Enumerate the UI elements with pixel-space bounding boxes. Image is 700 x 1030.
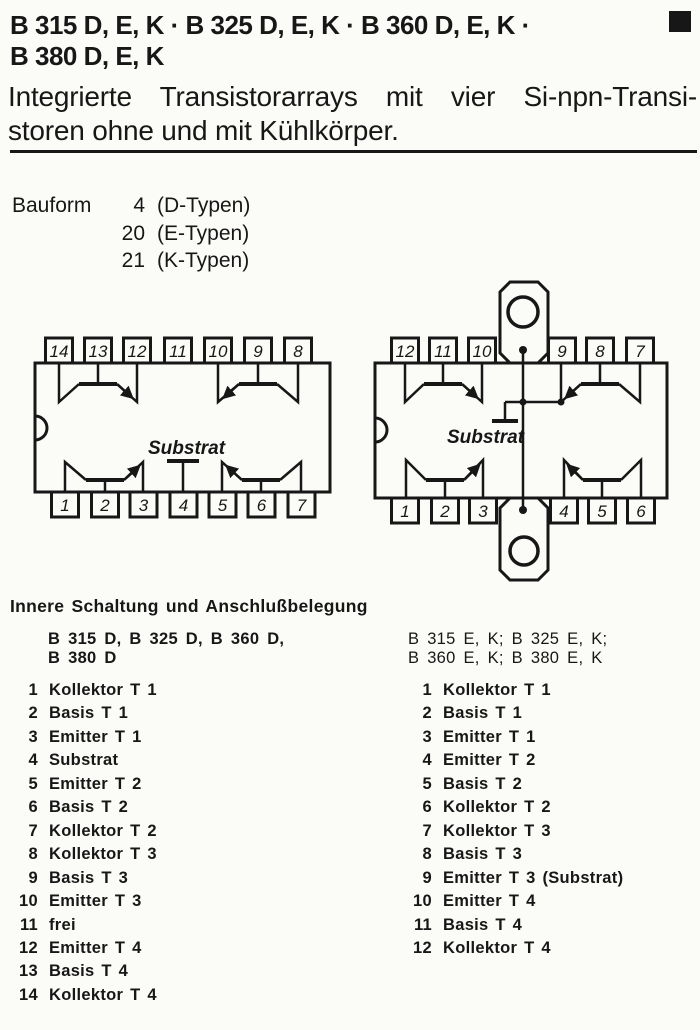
pin-no: 9 xyxy=(28,868,38,887)
pin-number: 3 xyxy=(478,502,488,521)
pin-function: Kollektor T 3 xyxy=(443,821,551,840)
pin-row xyxy=(398,679,623,702)
heatsink-pin-numbers xyxy=(396,342,647,521)
pin-number: 8 xyxy=(293,342,303,361)
pin-function: Kollektor T 4 xyxy=(443,938,551,957)
index-notch xyxy=(375,418,387,442)
pinout-right-subtitle-line1: B 315 E, K; B 325 E, K; xyxy=(408,630,608,648)
pin-function: Emitter T 2 xyxy=(49,774,142,793)
bauform-block xyxy=(12,192,250,275)
pin-function: Basis T 2 xyxy=(49,798,129,817)
pin-function: Emitter T 2 xyxy=(443,751,536,770)
substrat-label: Substrat xyxy=(148,438,226,459)
pin-function: Basis T 2 xyxy=(443,774,523,793)
transistor-t2-symbol xyxy=(564,460,641,498)
pin-no: 3 xyxy=(28,727,38,746)
pin-number: 1 xyxy=(60,496,70,515)
pin-no: 4 xyxy=(28,751,38,770)
pin-no: 1 xyxy=(422,681,432,699)
pin-no: 6 xyxy=(422,798,432,817)
pin-row xyxy=(398,843,623,866)
pin-row xyxy=(398,820,623,843)
pin-number: 12 xyxy=(127,342,147,361)
transistor-t3-symbol xyxy=(561,363,640,402)
pin-function: Emitter T 3 (Substrat) xyxy=(443,868,624,887)
pin-no: 4 xyxy=(422,751,432,770)
pin-row xyxy=(398,726,623,749)
pin-function: Substrat xyxy=(49,751,119,770)
pinout-right-subtitle-line2: B 360 E, K; B 380 E, K xyxy=(408,648,603,667)
pin-row xyxy=(10,726,157,749)
pin-number: 10 xyxy=(472,342,492,361)
page-subtitle xyxy=(8,80,697,147)
pin-number: 4 xyxy=(559,502,569,521)
transistor-t4-symbol xyxy=(405,363,482,402)
pinout-right-subtitle xyxy=(408,630,607,667)
pin-row xyxy=(398,702,623,725)
pin-number: 14 xyxy=(49,342,69,361)
corner-square-icon xyxy=(669,11,691,32)
pin-no: 1 xyxy=(28,681,38,699)
transistor-t1-symbol xyxy=(65,462,143,492)
pin-row xyxy=(398,890,623,913)
pin-row xyxy=(398,796,623,819)
pinout-list-ek-types xyxy=(398,679,623,960)
substrat-label: Substrat xyxy=(447,427,525,448)
pinout-left-subtitle xyxy=(48,630,284,667)
pin-number: 2 xyxy=(100,496,110,515)
pin-no: 10 xyxy=(19,892,38,911)
pin-row xyxy=(10,843,157,866)
bauform-type: (E-Typen) xyxy=(157,221,250,245)
pin-number: 5 xyxy=(217,496,228,515)
pin-number: 1 xyxy=(400,502,410,521)
bauform-row xyxy=(12,220,250,248)
title-line-1: B 315 D, E, K · B 325 D, E, K · B 360 D, E, K · xyxy=(10,10,530,40)
transistor-t2-symbol xyxy=(222,462,301,492)
pin-no: 11 xyxy=(19,915,38,934)
pinout-left-subtitle-line2: B 380 D xyxy=(48,648,117,667)
pin-function: frei xyxy=(49,915,76,934)
pin-no: 11 xyxy=(413,915,432,934)
pin-function: Basis T 3 xyxy=(49,868,129,887)
horizontal-rule xyxy=(10,150,697,153)
pin-row xyxy=(10,702,157,725)
bauform-number: 20 xyxy=(121,221,145,245)
index-notch xyxy=(35,416,47,440)
pin-function: Kollektor T 1 xyxy=(443,681,551,699)
pin-function: Emitter T 1 xyxy=(49,727,142,746)
pin-function: Emitter T 4 xyxy=(443,892,536,911)
pin-row xyxy=(10,937,157,960)
pin-no: 5 xyxy=(422,774,432,793)
pin-number: 7 xyxy=(296,496,307,515)
pin-function: Basis T 3 xyxy=(443,845,523,864)
pin-number: 10 xyxy=(208,342,228,361)
bauform-label: Bauform xyxy=(12,194,92,217)
pin-function: Basis T 4 xyxy=(443,915,523,934)
pin-no: 8 xyxy=(28,845,38,864)
page-title xyxy=(10,10,660,72)
pin-number: 6 xyxy=(256,496,267,515)
pin-function: Emitter T 1 xyxy=(443,727,536,746)
pin-row xyxy=(10,773,157,796)
pin-number: 6 xyxy=(636,502,646,521)
pin-no: 7 xyxy=(28,821,38,840)
pin-function: Kollektor T 4 xyxy=(49,985,157,1004)
pin-number: 8 xyxy=(595,342,605,361)
bauform-type: (K-Typen) xyxy=(157,249,250,272)
dip14-pin-numbers xyxy=(50,342,307,515)
pin-row xyxy=(10,914,157,937)
pin-function: Basis T 4 xyxy=(49,962,129,981)
pin-function: Kollektor T 3 xyxy=(49,845,157,864)
pin-function: Basis T 1 xyxy=(443,704,523,723)
pin-row xyxy=(10,960,157,983)
bauform-type: (D-Typen) xyxy=(157,194,251,217)
pin-number: 5 xyxy=(597,502,607,521)
pin-row xyxy=(10,679,157,702)
pin-row xyxy=(398,914,623,937)
pinout-heading: Innere Schaltung und Anschlußbelegung xyxy=(10,596,368,616)
pinout-left-subtitle-line1: B 315 D, B 325 D, B 360 D, xyxy=(48,630,285,648)
pin-row xyxy=(10,984,157,1007)
transistor-t4-symbol xyxy=(59,363,137,402)
pin-number: 7 xyxy=(635,342,645,361)
title-line-2: B 380 D, E, K xyxy=(10,41,164,71)
subtitle-line-2: storen ohne und mit Kühlkörper. xyxy=(8,114,399,146)
pin-number: 9 xyxy=(557,342,567,361)
pin-row xyxy=(398,749,623,772)
pin-row xyxy=(10,890,157,913)
pin-row xyxy=(398,937,623,960)
pin-row xyxy=(10,749,157,772)
pin-function: Emitter T 4 xyxy=(49,938,142,957)
pin-number: 12 xyxy=(395,342,415,361)
pin-no: 6 xyxy=(28,798,38,817)
pin-no: 3 xyxy=(422,727,432,746)
bauform-number: 21 xyxy=(121,249,145,272)
pin-boxes xyxy=(46,338,316,517)
pin-function: Kollektor T 1 xyxy=(49,681,157,699)
package-diagrams xyxy=(0,270,700,590)
pin-no: 13 xyxy=(19,962,38,981)
pin-number: 3 xyxy=(138,496,149,515)
pin-no: 2 xyxy=(28,704,38,723)
pin-no: 12 xyxy=(413,938,432,957)
pin-row xyxy=(398,773,623,796)
pin-no: 10 xyxy=(413,892,432,911)
substrat-symbol xyxy=(167,461,199,492)
pin-no: 9 xyxy=(422,868,432,887)
pinout-list-d-types xyxy=(10,679,157,1007)
pin-no: 7 xyxy=(422,821,432,840)
pin-number: 4 xyxy=(178,496,189,515)
pin-function: Emitter T 3 xyxy=(49,892,142,911)
pin-number: 9 xyxy=(253,342,263,361)
pin-number: 11 xyxy=(169,342,187,361)
pin-number: 11 xyxy=(434,342,452,361)
subtitle-line-1: Integrierte Transistorarrays mit vier Si-npn-Transi- xyxy=(8,81,697,112)
pin-number: 2 xyxy=(440,502,450,521)
pin-row xyxy=(10,867,157,890)
transistor-t3-symbol xyxy=(218,363,298,402)
pin-function: Kollektor T 2 xyxy=(443,798,551,817)
bauform-row xyxy=(12,192,250,220)
pin-no: 5 xyxy=(28,774,38,793)
pin-row xyxy=(10,820,157,843)
pin-no: 14 xyxy=(19,985,38,1004)
junction-dots xyxy=(519,346,565,514)
pin-function: Basis T 1 xyxy=(49,704,129,723)
transistor-t1-symbol xyxy=(406,460,483,498)
pin-no: 2 xyxy=(422,704,432,723)
pin-number: 13 xyxy=(88,342,108,361)
pin-no: 8 xyxy=(422,845,432,864)
pin-function: Kollektor T 2 xyxy=(49,821,157,840)
dip14-diagram xyxy=(35,338,330,517)
bauform-number: 4 xyxy=(133,194,145,217)
pin-no: 12 xyxy=(19,938,38,957)
pin-row xyxy=(398,867,623,890)
pin-row xyxy=(10,796,157,819)
